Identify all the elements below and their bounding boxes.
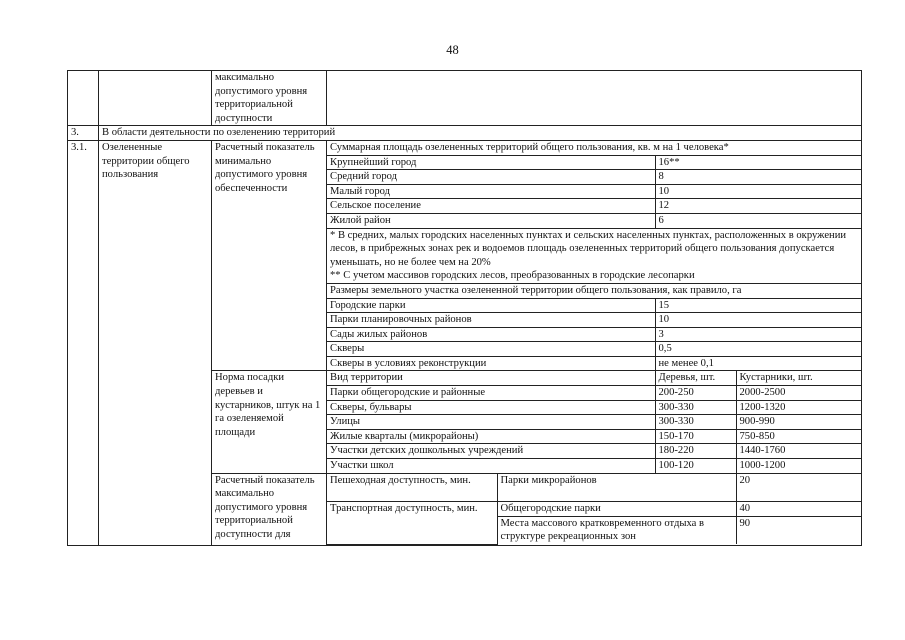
continuation-row: [68, 71, 862, 126]
section-title: В области деятельности по озеленению территорий: [99, 126, 862, 141]
table-row: Сельское поселение 12: [327, 199, 861, 214]
table-row: Участки детских дошкольных учреждений 180-220 1440-1760: [327, 444, 861, 459]
item-name: Озелененные территории общего пользования: [99, 140, 212, 545]
item-number: 3.1.: [68, 140, 99, 545]
table-row: Скверы 0,5: [327, 342, 861, 357]
footnote-1: * В средних, малых городских населенных пунктах и сельских населенных пунктах, расположенных в окружении лесов, в прибрежных зонах рек и водоемов площадь озелененных территорий общего пользования допускается уменьшать, но не более чем на 20%: [330, 229, 847, 268]
row-3-1-block-a: [68, 140, 862, 371]
table-row: Жилой район 6: [327, 213, 861, 228]
table-row: Средний город 8: [327, 170, 861, 185]
plot-size-header: Размеры земельного участка озелененной территории общего пользования, как правило, га: [327, 283, 861, 298]
planting-norms-table: [327, 371, 861, 472]
table-row: Малый город 10: [327, 184, 861, 199]
table-row: Скверы в условиях реконструкции не менее 0,1: [327, 356, 861, 370]
table-row: Скверы, бульвары 300-330 1200-1320: [327, 400, 861, 415]
footnote-cell: [327, 228, 861, 283]
table-row: Пешеходная доступность, мин. Парки микрорайонов 20: [327, 474, 861, 502]
pedestrian-access: Пешеходная доступность, мин.: [327, 474, 497, 502]
continuation-indicator-cell: максимально допустимого уровня территориальной доступности: [212, 71, 327, 126]
table-row: Улицы 300-330 900-990: [327, 415, 861, 430]
table-row: Крупнейший город 16**: [327, 155, 861, 170]
standards-table-frame: [67, 70, 862, 546]
area-norms-header: Суммарная площадь озелененных территорий общего пользования, кв. м на 1 человека*: [327, 141, 861, 155]
table-row: Парки планировочных районов 10: [327, 313, 861, 328]
indicator-min-provision: Расчетный показатель минимально допустимого уровня обеспеченности: [212, 140, 327, 371]
area-norms-table: [327, 141, 861, 371]
section-number: 3.: [68, 126, 99, 141]
table-header-row: Вид территории Деревья, шт. Кустарники, шт.: [327, 371, 861, 385]
table-row: Городские парки 15: [327, 298, 861, 313]
table-row: Парки общегородские и районные 200-250 2000-2500: [327, 386, 861, 401]
indicator-planting-norm: Норма посадки деревьев и кустарников, штук на 1 га озеленяемой площади: [212, 371, 327, 473]
accessibility-table: [327, 474, 861, 545]
indicator-max-accessibility: Расчетный показатель максимально допустимого уровня территориальной доступности для: [212, 473, 327, 545]
table-row: Жилые кварталы (микрорайоны) 150-170 750-850: [327, 429, 861, 444]
table-row: Участки школ 100-120 1000-1200: [327, 459, 861, 473]
standards-table: [67, 70, 862, 546]
footnote-2: ** С учетом массивов городских лесов, преобразованных в городские лесопарки: [330, 270, 695, 282]
table-row: Места массового кратковременного отдыха в структуре рекреационных зон 90: [327, 516, 861, 544]
table-row: Сады жилых районов 3: [327, 327, 861, 342]
table-row: Транспортная доступность, мин. Общегородские парки 40: [327, 502, 861, 517]
page-number: 48: [446, 43, 459, 57]
section-row: [68, 126, 862, 141]
transport-access: Транспортная доступность, мин.: [327, 502, 497, 545]
